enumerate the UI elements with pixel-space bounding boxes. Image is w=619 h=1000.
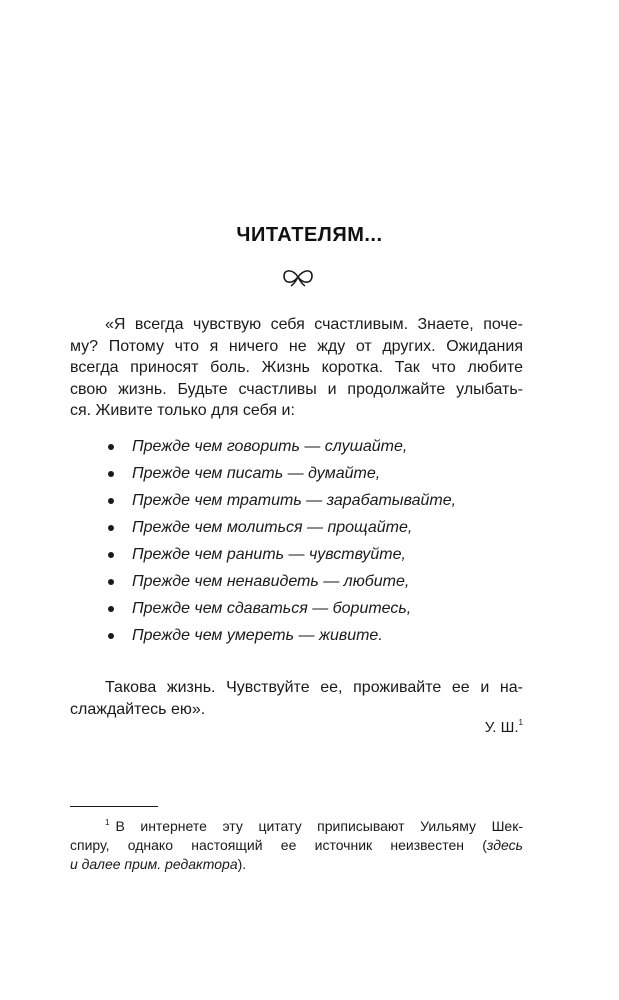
list-item	[70, 491, 523, 518]
list-item-text: Прежде чем сдаваться — боритесь,	[132, 600, 412, 617]
list-item-text: Прежде чем тратить — зарабатывайте,	[132, 492, 457, 509]
intro-line: свою жизнь. Будьте счастливы и продолжайте улыбать-	[70, 380, 523, 398]
intro-line: «Я всегда чувствую себя счастливым. Знаете, поче-	[105, 316, 523, 333]
list-item-text: Прежде чем ранить — чувствуйте,	[132, 546, 406, 563]
footnote	[70, 813, 523, 874]
list-item-text: Прежде чем говорить — слушайте,	[132, 438, 408, 455]
bullet-icon	[108, 633, 114, 639]
list-item	[70, 599, 523, 626]
footnote-line: и далее прим. редактора).	[70, 856, 247, 872]
closing-line: Такова жизнь. Чувствуйте ее, проживайте ее и на-	[105, 679, 523, 696]
intro-line: всегда приносят боль. Жизнь коротка. Так что любите	[70, 359, 523, 376]
infinity-heart-ornament-icon	[280, 265, 316, 289]
signature	[70, 718, 523, 736]
bullet-icon	[108, 471, 114, 477]
list-item	[70, 518, 523, 545]
bullet-icon	[108, 498, 114, 504]
list-item	[70, 437, 523, 464]
page-title: ЧИТАТЕЛЯМ...	[236, 224, 383, 246]
list-item	[70, 464, 523, 491]
closing-paragraph	[70, 677, 523, 720]
signature-text: У. Ш.	[484, 719, 519, 736]
precepts-list	[70, 437, 523, 653]
list-item-text: Прежде чем писать — думайте,	[132, 465, 381, 482]
bullet-icon	[108, 606, 114, 612]
footnote-divider	[70, 806, 158, 807]
bullet-icon	[108, 579, 114, 585]
closing-line: слаждайтесь ею».	[70, 700, 206, 718]
footnote-reference: 1	[518, 718, 523, 727]
footnote-line: спиру, однако настоящий ее источник неизвестен (здесь	[70, 837, 523, 853]
bullet-icon	[108, 525, 114, 531]
list-item-text: Прежде чем ненавидеть — любите,	[132, 573, 410, 590]
bullet-icon	[108, 444, 114, 450]
footnote-line: $^1$ В интернете эту цитату приписывают Уильяму Шек-	[105, 818, 523, 834]
intro-paragraph	[70, 314, 523, 422]
intro-line: му? Потому что я ничего не жду от других. Ожидания	[70, 337, 523, 355]
intro-line: ся. Живите только для себя и:	[70, 402, 295, 419]
list-item-text: Прежде чем умереть — живите.	[132, 627, 383, 644]
footnote-mark: 1	[105, 818, 110, 827]
list-item	[70, 572, 523, 599]
list-item	[70, 626, 523, 653]
list-item	[70, 545, 523, 572]
bullet-icon	[108, 552, 114, 558]
list-item-text: Прежде чем молиться — прощайте,	[132, 519, 413, 536]
